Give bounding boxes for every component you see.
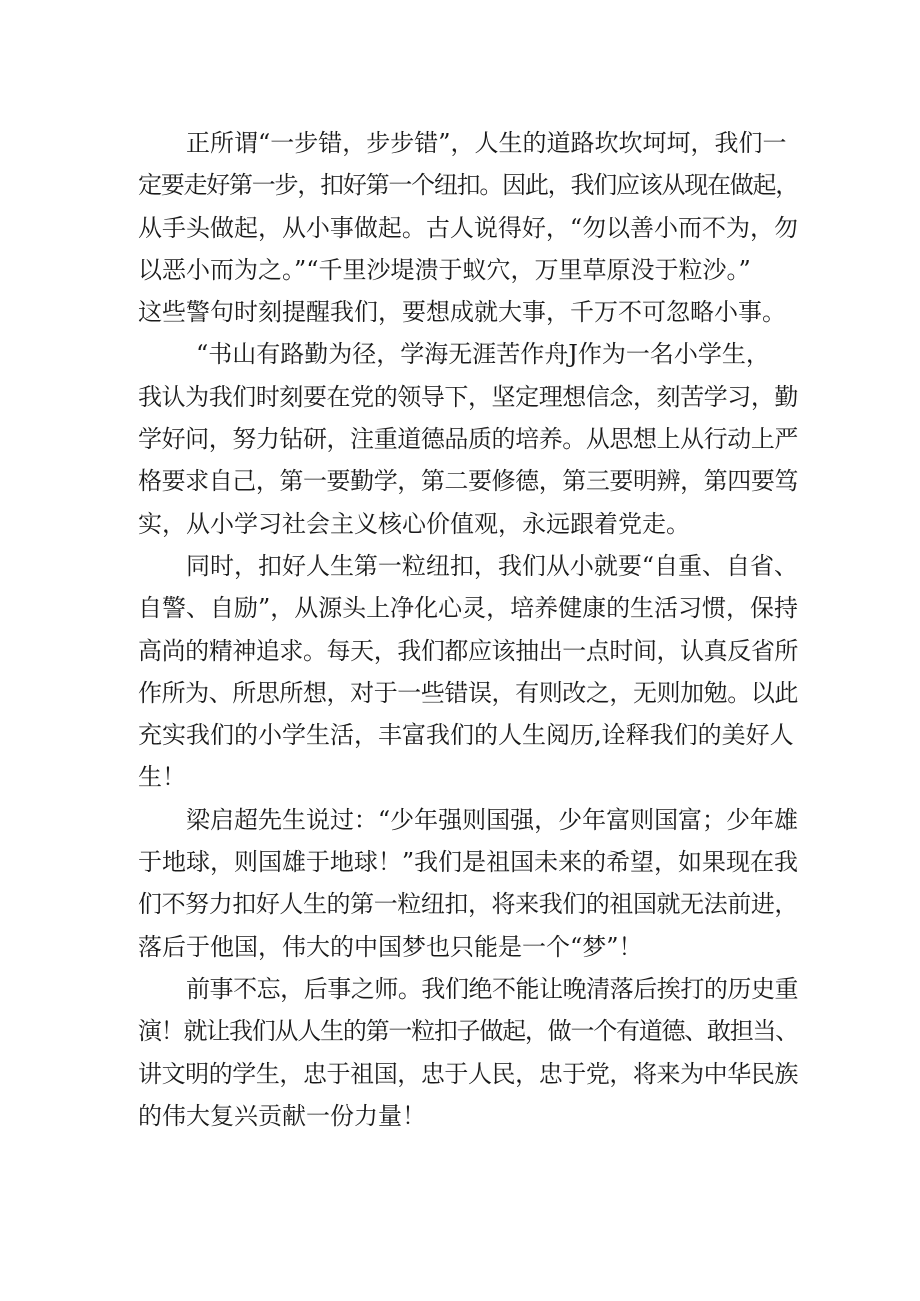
text-line: 格要求自己，第一要勤学，第二要修德，第三要明辨，第四要笃 [138, 467, 798, 496]
text-line: 生！ [138, 763, 186, 792]
text-line: 同时，扣好人生第一粒纽扣，我们从小就要“自重、自省、 [186, 551, 799, 580]
text-line: 自警、自励”，从源头上净化心灵，培养健康的生活习惯，保持 [138, 594, 798, 623]
text-line: 这些警句时刻提醒我们，要想成就大事，千万不可忽略小事。 [138, 298, 786, 327]
text-line: 于地球，则国雄于地球！”我们是祖国未来的希望，如果现在我 [138, 848, 798, 877]
text-line: 的伟大复兴贡献一份力量！ [138, 1101, 426, 1130]
text-line: 梁启超先生说过：“少年强则国强，少年富则国富；少年雄 [186, 805, 799, 834]
text-line: 以恶小而为之。”“千里沙堤溃于蚁穴，万里草原没于粒沙。” [138, 255, 751, 284]
text-line: 正所谓“一步错，步步错”，人生的道路坎坎坷坷，我们一 [186, 129, 787, 157]
text-line: 学好问，努力钻研，注重道德品质的培养。从思想上从行动上严 [138, 425, 798, 454]
text-line: 作所为、所思所想，对于一些错误，有则改之，无则加勉。以此 [138, 678, 798, 707]
text-line: 我认为我们时刻要在党的领导下，坚定理想信念，刻苦学习，勤 [138, 382, 798, 411]
text-line: 实，从小学习社会主义核心价值观，永远跟着党走。 [138, 509, 690, 538]
text-line: 高尚的精神追求。每天，我们都应该抽出一点时间，认真反省所 [138, 636, 798, 665]
text-line: 前事不忘，后事之师。我们绝不能让晚清落后挨打的历史重 [186, 974, 799, 1003]
text-line: 讲文明的学生，忠于祖国，忠于人民，忠于党，将来为中华民族 [138, 1059, 798, 1088]
text-line: “书山有路勤为径，学海无涯苦作舟J作为一名小学生， [196, 340, 770, 369]
essay-body [138, 122, 798, 1137]
text-line: 演！就让我们从人生的第一粒扣子做起，做一个有道德、敢担当、 [138, 1017, 799, 1046]
text-line: 从手头做起，从小事做起。古人说得好，“勿以善小而不为，勿 [138, 213, 798, 242]
text-line: 们不努力扣好人生的第一粒纽扣，将来我们的祖国就无法前进， [138, 890, 798, 919]
text-line: 充实我们的小学生活，丰富我们的人生阅历,诠释我们的美好人 [138, 721, 794, 750]
text-line: 落后于他国，伟大的中国梦也只能是一个“梦”！ [138, 932, 643, 961]
text-line: 定要走好第一步，扣好第一个纽扣。因此，我们应该从现在做起， [138, 171, 799, 200]
